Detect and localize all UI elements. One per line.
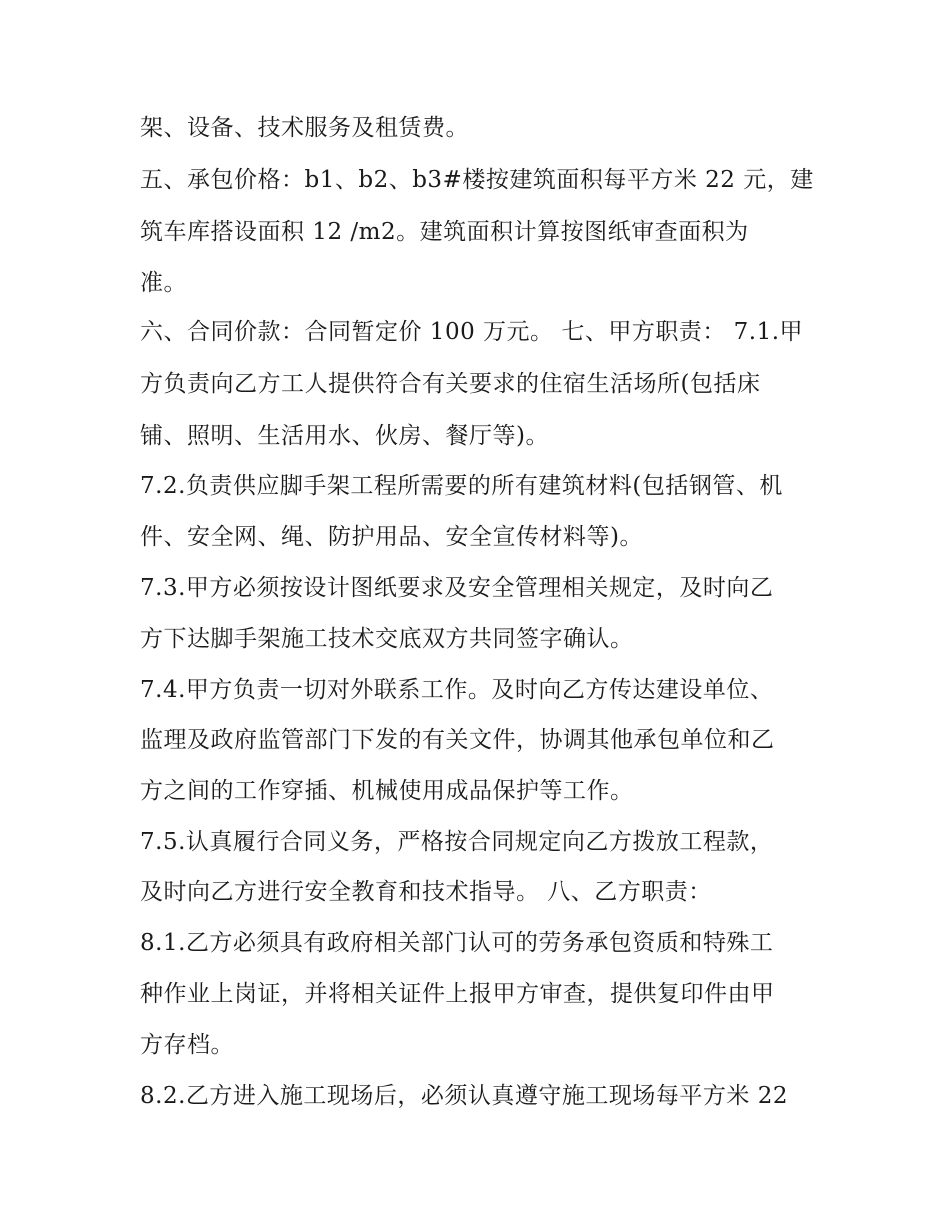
text-line: 7.2.负责供应脚手架工程所需要的所有建筑材料(包括钢管、机 [140,473,783,499]
text-line: 方下达脚手架施工技术交底双方共同签字确认。 [140,626,634,652]
text-line: 7.5.认真履行合同义务，严格按合同规定向乙方拨放工程款， [140,829,774,855]
text-line: 五、承包价格：b1、b2、b3#楼按建筑面积每平方米 22 元，建 [140,167,814,193]
text-line: 8.2.乙方进入施工现场后，必须认真遵守施工现场每平方米 22 [140,1083,788,1109]
text-line: 方之间的工作穿插、机械使用成品保护等工作。 [140,778,634,804]
text-line: 准。 [140,270,187,296]
text-line: 8.1.乙方必须具有政府相关部门认可的劳务承包资质和特殊工 [140,930,774,956]
text-line: 件、安全网、绳、防护用品、安全宣传材料等)。 [140,524,643,550]
text-line: 方负责向乙方工人提供符合有关要求的住宿生活场所(包括床 [140,371,761,397]
text-line: 六、合同价款：合同暂定价 100 万元。 七、甲方职责： 7.1.甲 [140,319,804,345]
text-line: 及时向乙方进行安全教育和技术指导。 八、乙方职责： [140,879,712,905]
text-line: 7.3.甲方必须按设计图纸要求及安全管理相关规定，及时向乙 [140,575,774,601]
text-line: 筑车库搭设面积 12 /m2。建筑面积计算按图纸审查面积为 [140,219,749,245]
text-line: 铺、照明、生活用水、伙房、餐厅等)。 [140,423,549,449]
text-line: 架、设备、技术服务及租赁费。 [140,115,469,141]
text-line: 7.4.甲方负责一切对外联系工作。及时向乙方传达建设单位、 [140,677,774,703]
text-line: 方存档。 [140,1032,234,1058]
text-line: 监理及政府监管部门下发的有关文件，协调其他承包单位和乙 [140,727,775,753]
text-line: 种作业上岗证，并将相关证件上报甲方审查，提供复印件由甲 [140,981,775,1007]
